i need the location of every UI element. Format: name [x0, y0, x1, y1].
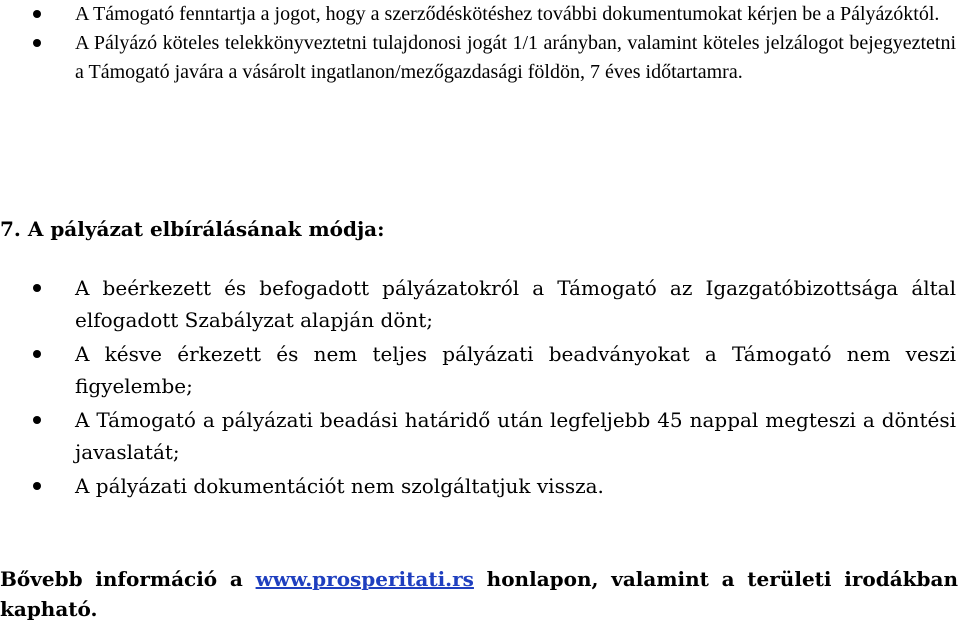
requirements-list: [0, 0, 960, 87]
bullet-icon: [33, 350, 41, 358]
website-link[interactable]: www.prosperitati.rs: [255, 567, 474, 591]
list-item-text: A beérkezett és befogadott pályázatokról a Támogató az Igazgatóbizottsága által elfogadott Szabályzat alapján dönt;: [75, 276, 956, 332]
evaluation-list: [0, 272, 960, 504]
more-info-paragraph: [0, 564, 958, 624]
list-item-text: A késve érkezett és nem teljes pályázati beadványokat a Támogató nem veszi figyelembe;: [75, 342, 956, 398]
section-heading: 7. A pályázat elbírálásának módja:: [0, 217, 385, 241]
more-info-prefix: Bővebb információ a: [0, 567, 256, 591]
list-item: [0, 0, 960, 29]
bullet-icon: [33, 39, 41, 47]
list-item: [0, 29, 960, 87]
list-item-text: A Támogató fenntartja a jogot, hogy a szerződéskötéshez további dokumentumokat kérjen be a Pályázóktól.: [75, 3, 940, 25]
list-item: [0, 404, 960, 468]
bullet-icon: [33, 10, 41, 18]
list-item-text: A pályázati dokumentációt nem szolgáltatjuk vissza.: [75, 474, 604, 498]
more-info-suffix: honlapon, valamint a területi irodákban kapható.: [0, 567, 958, 621]
bullet-icon: [33, 482, 41, 490]
bullet-icon: [33, 416, 41, 424]
list-item-text: A Pályázó köteles telekkönyveztetni tulajdonosi jogát 1/1 arányban, valamint köteles jelzálogot bejegyeztetni a Támogató javára a vásárolt ingatlanon/mezőgazdasági földön, 7 éves időtartamra.: [75, 32, 956, 83]
list-item: [0, 338, 960, 402]
list-item-text: A Támogató a pályázati beadási határidő után legfeljebb 45 nappal megteszi a döntési javaslatát;: [75, 408, 956, 464]
list-item: [0, 272, 960, 336]
list-item: [0, 470, 960, 502]
bullet-icon: [33, 284, 41, 292]
